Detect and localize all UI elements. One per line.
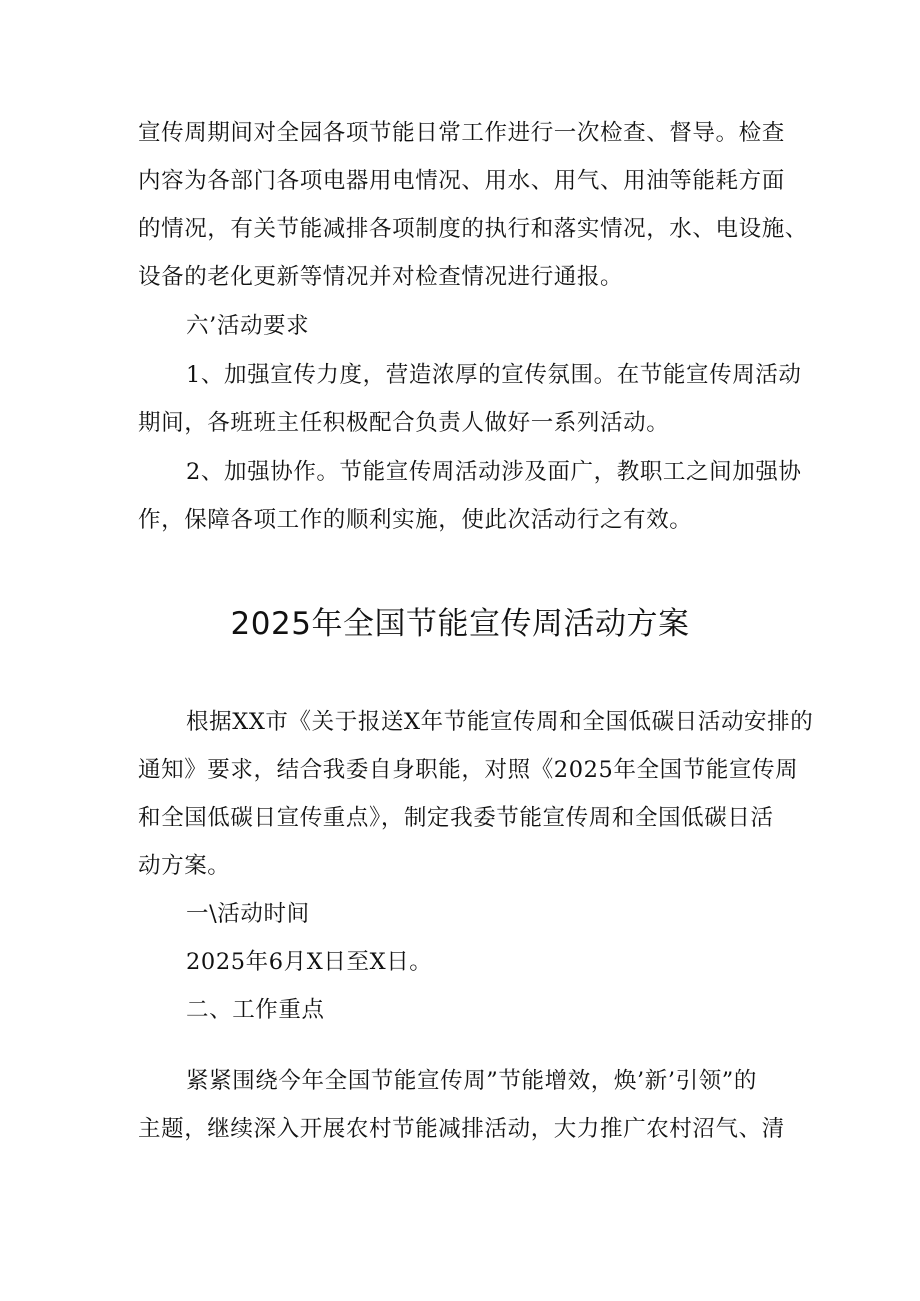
intro-line: 和全国低碳日宣传重点》，制定我委节能宣传周和全国低碳日活 [138, 805, 774, 831]
body-line: 内容为各部门各项电器用电情况、用水、用气、用油等能耗方面 [138, 168, 785, 194]
section-heading-requirements: 六’活动要求 [186, 313, 310, 339]
document-title: 2025年全国节能宣传周活动方案 [230, 606, 690, 642]
body-line: 宣传周期间对全园各项节能日常工作进行一次检查、督导。检查 [138, 120, 785, 146]
list-item-1-line: 1、加强宣传力度，营造浓厚的宣传氛围。在节能宣传周活动 [186, 362, 802, 388]
body-line: 设备的老化更新等情况并对检查情况进行通报。 [138, 264, 624, 290]
section-heading-work-focus: 二、工作重点 [186, 997, 325, 1023]
list-item-2-line: 2、加强协作。节能宣传周活动涉及面广，教职工之间加强协 [186, 459, 802, 485]
intro-line: 动方案。 [138, 853, 231, 879]
activity-time-text: 2025年6月X日至X日。 [186, 949, 433, 975]
focus-line: 主题，继续深入开展农村节能减排活动，大力推广农村沼气、清 [138, 1116, 785, 1142]
list-item-1-line: 期间，各班班主任积极配合负责人做好一系列活动。 [138, 410, 670, 436]
intro-line: 根据XX市《关于报送X年节能宣传周和全国低碳日活动安排的 [186, 709, 814, 735]
focus-line: 紧紧围绕今年全国节能宣传周”节能增效，焕’新’引领”的 [186, 1068, 758, 1094]
intro-line: 通知》要求，结合我委自身职能，对照《2025年全国节能宣传周 [138, 757, 799, 783]
body-line: 的情况，有关节能减排各项制度的执行和落实情况，水、电设施、 [138, 216, 808, 242]
list-item-2-line: 作，保障各项工作的顺利实施，使此次活动行之有效。 [138, 507, 693, 533]
section-heading-activity-time: 一\活动时间 [186, 901, 310, 927]
